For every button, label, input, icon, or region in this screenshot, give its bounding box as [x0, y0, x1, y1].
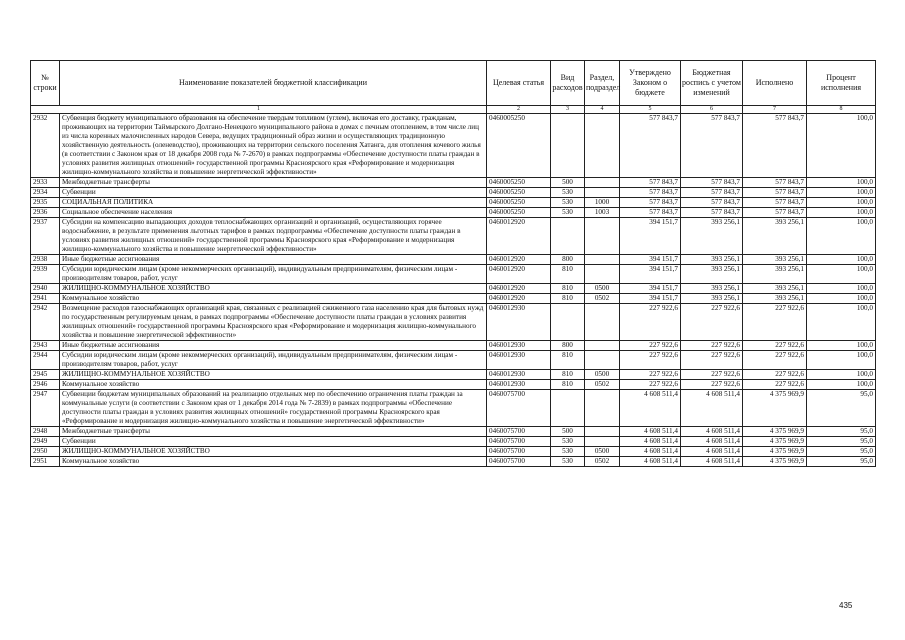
- section-cell: [585, 427, 620, 437]
- percent-cell: 95,0: [807, 437, 876, 447]
- header-executed: Исполнено: [743, 61, 807, 106]
- section-cell: 0500: [585, 284, 620, 294]
- approved-cell: 227 922,6: [620, 370, 681, 380]
- budget-list-cell: 227 922,6: [681, 341, 743, 351]
- table-row: [31, 380, 876, 390]
- budget-list-cell: 577 843,7: [681, 188, 743, 198]
- row-number-cell: 2935: [31, 198, 60, 208]
- table-row: [31, 341, 876, 351]
- approved-cell: 4 608 511,4: [620, 427, 681, 437]
- approved-cell: 577 843,7: [620, 178, 681, 188]
- approved-cell: 394 151,7: [620, 218, 681, 255]
- expense-type-cell: 810: [551, 370, 585, 380]
- row-name-cell: Социальное обеспечение населения: [60, 208, 487, 218]
- percent-cell: 100,0: [807, 188, 876, 198]
- approved-cell: 4 608 511,4: [620, 447, 681, 457]
- percent-cell: 100,0: [807, 370, 876, 380]
- table-row: [31, 178, 876, 188]
- target-article-cell: 0460012930: [487, 341, 551, 351]
- row-number-cell: 2951: [31, 457, 60, 467]
- budget-list-cell: 393 256,1: [681, 294, 743, 304]
- column-number-row: [31, 106, 876, 114]
- percent-cell: 100,0: [807, 304, 876, 341]
- table-row: [31, 188, 876, 198]
- table-row: [31, 370, 876, 380]
- target-article-cell: 0460012920: [487, 284, 551, 294]
- expense-type-cell: 810: [551, 265, 585, 284]
- row-name-cell: Субсидии на компенсацию выпадающих доходов теплоснабжающих организаций и организаций, осуществляющих горячее водоснабжение, в результате применения льготных тарифов в рамках подпрограммы «Обеспечение доступности платы граждан в условиях развития жилищных отношений» государственной программы Красноярского края «Реформирование и модернизация жилищно-коммунального хозяйства и повышение энергетической эффективности»: [60, 218, 487, 255]
- section-cell: 0502: [585, 294, 620, 304]
- target-article-cell: 0460012920: [487, 265, 551, 284]
- row-name-cell: Иные бюджетные ассигнования: [60, 341, 487, 351]
- page-number: 435: [839, 601, 853, 610]
- table-row: [31, 427, 876, 437]
- budget-report-sheet: [30, 60, 875, 467]
- approved-cell: 227 922,6: [620, 341, 681, 351]
- column-number: 3: [551, 106, 585, 114]
- percent-cell: 95,0: [807, 390, 876, 427]
- row-number-cell: 2944: [31, 351, 60, 370]
- row-number-cell: 2941: [31, 294, 60, 304]
- budget-list-cell: 577 843,7: [681, 198, 743, 208]
- row-number-cell: 2934: [31, 188, 60, 198]
- executed-cell: 393 256,1: [743, 294, 807, 304]
- row-number-cell: 2949: [31, 437, 60, 447]
- approved-cell: 4 608 511,4: [620, 390, 681, 427]
- section-cell: 1000: [585, 198, 620, 208]
- approved-cell: 394 151,7: [620, 255, 681, 265]
- expense-type-cell: 800: [551, 255, 585, 265]
- section-cell: 0502: [585, 380, 620, 390]
- budget-table: [30, 60, 876, 467]
- column-number: 5: [620, 106, 681, 114]
- target-article-cell: 0460005250: [487, 208, 551, 218]
- row-number-cell: 2932: [31, 114, 60, 178]
- executed-cell: 4 375 969,9: [743, 457, 807, 467]
- executed-cell: 577 843,7: [743, 178, 807, 188]
- header-percent: Процент исполнения: [807, 61, 876, 106]
- section-cell: [585, 351, 620, 370]
- table-row: [31, 208, 876, 218]
- executed-cell: 393 256,1: [743, 218, 807, 255]
- table-header: [31, 61, 876, 114]
- row-name-cell: Межбюджетные трансферты: [60, 178, 487, 188]
- table-body: [31, 114, 876, 467]
- budget-list-cell: 227 922,6: [681, 380, 743, 390]
- column-number: 1: [31, 106, 487, 114]
- table-row: [31, 114, 876, 178]
- row-number-cell: 2946: [31, 380, 60, 390]
- executed-cell: 4 375 969,9: [743, 427, 807, 437]
- header-name: Наименование показателей бюджетной классификации: [60, 61, 487, 106]
- budget-list-cell: 577 843,7: [681, 114, 743, 178]
- table-row: [31, 198, 876, 208]
- row-name-cell: ЖИЛИЩНО-КОММУНАЛЬНОЕ ХОЗЯЙСТВО: [60, 284, 487, 294]
- row-number-cell: 2940: [31, 284, 60, 294]
- section-cell: [585, 114, 620, 178]
- expense-type-cell: 500: [551, 178, 585, 188]
- executed-cell: 227 922,6: [743, 304, 807, 341]
- expense-type-cell: [551, 218, 585, 255]
- header-approved: Утверждено Законом о бюджете: [620, 61, 681, 106]
- executed-cell: 577 843,7: [743, 208, 807, 218]
- target-article-cell: 0460012920: [487, 294, 551, 304]
- executed-cell: 227 922,6: [743, 341, 807, 351]
- executed-cell: 227 922,6: [743, 370, 807, 380]
- percent-cell: 95,0: [807, 457, 876, 467]
- row-name-cell: Межбюджетные трансферты: [60, 427, 487, 437]
- percent-cell: 100,0: [807, 351, 876, 370]
- budget-list-cell: 393 256,1: [681, 218, 743, 255]
- percent-cell: 100,0: [807, 341, 876, 351]
- percent-cell: 100,0: [807, 284, 876, 294]
- percent-cell: 100,0: [807, 178, 876, 188]
- target-article-cell: 0460075700: [487, 457, 551, 467]
- table-row: [31, 447, 876, 457]
- row-number-cell: 2945: [31, 370, 60, 380]
- budget-list-cell: 393 256,1: [681, 284, 743, 294]
- row-number-cell: 2943: [31, 341, 60, 351]
- section-cell: [585, 390, 620, 427]
- budget-list-cell: 4 608 511,4: [681, 427, 743, 437]
- percent-cell: 100,0: [807, 208, 876, 218]
- section-cell: 0500: [585, 447, 620, 457]
- budget-list-cell: 393 256,1: [681, 265, 743, 284]
- row-name-cell: Субвенции: [60, 437, 487, 447]
- executed-cell: 227 922,6: [743, 351, 807, 370]
- row-number-cell: 2942: [31, 304, 60, 341]
- row-name-cell: СОЦИАЛЬНАЯ ПОЛИТИКА: [60, 198, 487, 208]
- column-number: 7: [743, 106, 807, 114]
- budget-list-cell: 4 608 511,4: [681, 447, 743, 457]
- target-article-cell: 0460005250: [487, 198, 551, 208]
- percent-cell: 95,0: [807, 447, 876, 457]
- row-name-cell: Иные бюджетные ассигнования: [60, 255, 487, 265]
- row-number-cell: 2948: [31, 427, 60, 437]
- budget-list-cell: 393 256,1: [681, 255, 743, 265]
- approved-cell: 4 608 511,4: [620, 437, 681, 447]
- table-row: [31, 457, 876, 467]
- row-number-cell: 2933: [31, 178, 60, 188]
- table-row: [31, 265, 876, 284]
- percent-cell: 95,0: [807, 427, 876, 437]
- approved-cell: 227 922,6: [620, 351, 681, 370]
- executed-cell: 577 843,7: [743, 114, 807, 178]
- section-cell: 0500: [585, 370, 620, 380]
- row-number-cell: 2938: [31, 255, 60, 265]
- percent-cell: 100,0: [807, 380, 876, 390]
- budget-list-cell: 4 608 511,4: [681, 457, 743, 467]
- expense-type-cell: 530: [551, 198, 585, 208]
- table-row: [31, 284, 876, 294]
- row-name-cell: Коммунальное хозяйство: [60, 457, 487, 467]
- row-name-cell: Субвенция бюджету муниципального образования на обеспечение твердым топливом (углем), включая его доставку, гражданам, проживающих на территории Таймырского Долгано-Ненецкого муниципального района в домах с печным отоплением, в том числе лиц из числа коренных малочисленных народов Севера, ведущих традиционный образ жизни и осуществляющих традиционную хозяйственную деятельность (оленеводство), проживающих на территории сельского поселения Хатанга, для отопления кочевого жилья (в соответствии с Законом края от 18 декабря 2008 года № 7-2670) в рамках подпрограммы «Обеспечение доступности платы граждан в условиях развития жилищных отношений» государственной программы Красноярского края «Реформирование и модернизация жилищно-коммунального хозяйства и повышение энергетической эффективности»: [60, 114, 487, 178]
- row-name-cell: Коммунальное хозяйство: [60, 380, 487, 390]
- executed-cell: 227 922,6: [743, 380, 807, 390]
- target-article-cell: 0460075700: [487, 390, 551, 427]
- row-number-cell: 2937: [31, 218, 60, 255]
- percent-cell: 100,0: [807, 265, 876, 284]
- budget-list-cell: 227 922,6: [681, 304, 743, 341]
- percent-cell: 100,0: [807, 294, 876, 304]
- target-article-cell: 0460012930: [487, 304, 551, 341]
- expense-type-cell: [551, 304, 585, 341]
- row-name-cell: Возмещение расходов газоснабжающих организаций края, связанных с реализацией сжиженного газа населению края для бытовых нужд по государственным регулируемым ценам, в рамках подпрограммы «Обеспечение доступности платы граждан в условиях развития жилищных отношений» государственной программы Красноярского края «Реформирование и модернизация жилищно-коммунального хозяйства и повышение энергетической эффективности»: [60, 304, 487, 341]
- target-article-cell: 0460012920: [487, 218, 551, 255]
- executed-cell: 393 256,1: [743, 265, 807, 284]
- budget-list-cell: 4 608 511,4: [681, 437, 743, 447]
- expense-type-cell: [551, 114, 585, 178]
- executed-cell: 4 375 969,9: [743, 447, 807, 457]
- target-article-cell: 0460012930: [487, 370, 551, 380]
- row-name-cell: ЖИЛИЩНО-КОММУНАЛЬНОЕ ХОЗЯЙСТВО: [60, 370, 487, 380]
- expense-type-cell: 810: [551, 294, 585, 304]
- expense-type-cell: 810: [551, 380, 585, 390]
- column-number: 2: [487, 106, 551, 114]
- table-row: [31, 437, 876, 447]
- executed-cell: 393 256,1: [743, 284, 807, 294]
- expense-type-cell: 530: [551, 188, 585, 198]
- row-name-cell: Коммунальное хозяйство: [60, 294, 487, 304]
- expense-type-cell: 500: [551, 427, 585, 437]
- target-article-cell: 0460075700: [487, 427, 551, 437]
- expense-type-cell: 530: [551, 457, 585, 467]
- section-cell: [585, 341, 620, 351]
- expense-type-cell: 810: [551, 284, 585, 294]
- table-row: [31, 351, 876, 370]
- section-cell: [585, 437, 620, 447]
- section-cell: [585, 255, 620, 265]
- section-cell: [585, 265, 620, 284]
- target-article-cell: 0460005250: [487, 188, 551, 198]
- target-article-cell: 0460012930: [487, 380, 551, 390]
- row-name-cell: Субвенции бюджетам муниципальных образований на реализацию отдельных мер по обеспечению ограничения платы граждан за коммунальные услуги (в соответствии с Законом края от 1 декабря 2014 года № 7-2839) в рамках подпрограммы «Обеспечение доступности платы граждан в условиях развития жилищных отношений» государственной программы Красноярского края «Реформирование и модернизация жилищно-коммунального хозяйства и повышение энергетической эффективности»: [60, 390, 487, 427]
- column-number: 4: [585, 106, 620, 114]
- target-article-cell: 0460005250: [487, 178, 551, 188]
- section-cell: [585, 304, 620, 341]
- column-number: 6: [681, 106, 743, 114]
- header-budget-list: Бюджетная роспись с учетом изменений: [681, 61, 743, 106]
- percent-cell: 100,0: [807, 198, 876, 208]
- row-number-cell: 2936: [31, 208, 60, 218]
- approved-cell: 577 843,7: [620, 208, 681, 218]
- approved-cell: 4 608 511,4: [620, 457, 681, 467]
- executed-cell: 577 843,7: [743, 188, 807, 198]
- section-cell: [585, 218, 620, 255]
- executed-cell: 393 256,1: [743, 255, 807, 265]
- target-article-cell: 0460012920: [487, 255, 551, 265]
- approved-cell: 577 843,7: [620, 188, 681, 198]
- percent-cell: 100,0: [807, 255, 876, 265]
- row-name-cell: ЖИЛИЩНО-КОММУНАЛЬНОЕ ХОЗЯЙСТВО: [60, 447, 487, 457]
- budget-list-cell: 577 843,7: [681, 178, 743, 188]
- row-number-cell: 2950: [31, 447, 60, 457]
- approved-cell: 577 843,7: [620, 198, 681, 208]
- budget-list-cell: 227 922,6: [681, 351, 743, 370]
- section-cell: 1003: [585, 208, 620, 218]
- target-article-cell: 0460005250: [487, 114, 551, 178]
- expense-type-cell: 530: [551, 437, 585, 447]
- section-cell: [585, 188, 620, 198]
- approved-cell: 577 843,7: [620, 114, 681, 178]
- column-number: 8: [807, 106, 876, 114]
- expense-type-cell: 530: [551, 447, 585, 457]
- table-row: [31, 304, 876, 341]
- executed-cell: 4 375 969,9: [743, 390, 807, 427]
- section-cell: 0502: [585, 457, 620, 467]
- table-row: [31, 255, 876, 265]
- row-number-cell: 2947: [31, 390, 60, 427]
- expense-type-cell: 800: [551, 341, 585, 351]
- table-row: [31, 294, 876, 304]
- header-section: Раздел, подраздел: [585, 61, 620, 106]
- header-row-no: № строки: [31, 61, 60, 106]
- target-article-cell: 0460012930: [487, 351, 551, 370]
- table-row: [31, 390, 876, 427]
- approved-cell: 227 922,6: [620, 380, 681, 390]
- approved-cell: 394 151,7: [620, 265, 681, 284]
- budget-list-cell: 577 843,7: [681, 208, 743, 218]
- row-name-cell: Субвенции: [60, 188, 487, 198]
- expense-type-cell: [551, 390, 585, 427]
- row-name-cell: Субсидии юридическим лицам (кроме некоммерческих организаций), индивидуальным предпринимателям, физическим лицам - производителям товаров, работ, услуг: [60, 265, 487, 284]
- approved-cell: 394 151,7: [620, 294, 681, 304]
- executed-cell: 577 843,7: [743, 198, 807, 208]
- budget-list-cell: 4 608 511,4: [681, 390, 743, 427]
- percent-cell: 100,0: [807, 114, 876, 178]
- percent-cell: 100,0: [807, 218, 876, 255]
- table-row: [31, 218, 876, 255]
- section-cell: [585, 178, 620, 188]
- approved-cell: 394 151,7: [620, 284, 681, 294]
- approved-cell: 227 922,6: [620, 304, 681, 341]
- budget-list-cell: 227 922,6: [681, 370, 743, 380]
- header-target-article: Целевая статья: [487, 61, 551, 106]
- expense-type-cell: 530: [551, 208, 585, 218]
- executed-cell: 4 375 969,9: [743, 437, 807, 447]
- expense-type-cell: 810: [551, 351, 585, 370]
- target-article-cell: 0460075700: [487, 437, 551, 447]
- row-name-cell: Субсидии юридическим лицам (кроме некоммерческих организаций), индивидуальным предпринимателям, физическим лицам - производителям товаров, работ, услуг: [60, 351, 487, 370]
- target-article-cell: 0460075700: [487, 447, 551, 457]
- row-number-cell: 2939: [31, 265, 60, 284]
- header-expense-type: Вид расходов: [551, 61, 585, 106]
